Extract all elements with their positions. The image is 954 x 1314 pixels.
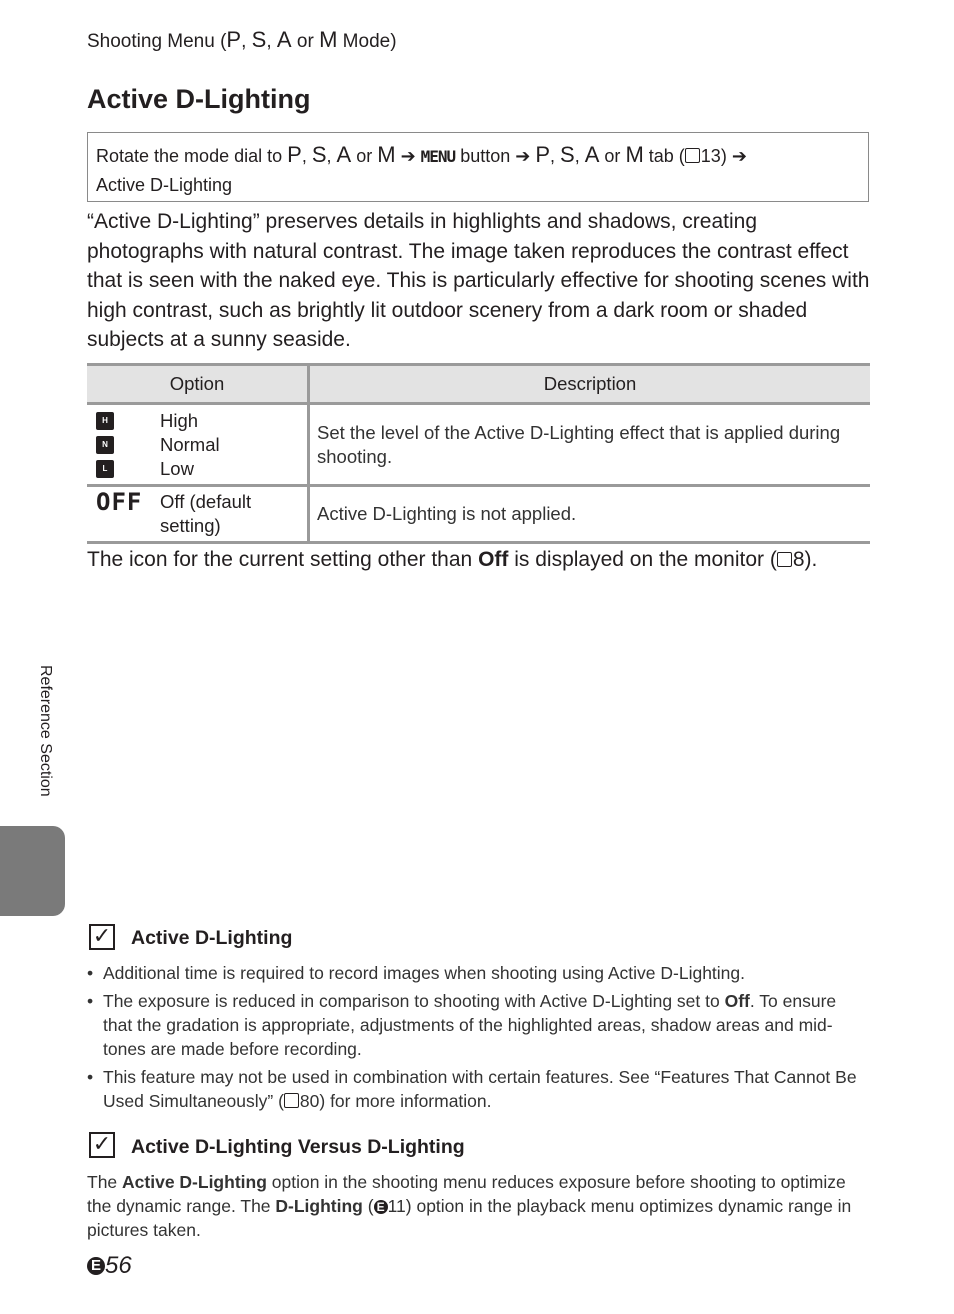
option-description: Active D-Lighting is not applied. [309, 486, 871, 543]
arrow-right-icon: ➔ [731, 146, 747, 166]
comparison-paragraph: The Active D-Lighting option in the shooting menu reduces exposure before shooting to optimize the dynamic range. The D-Lighting ( E 11) option in the playback menu optimizes dynamic range in pictures taken. [87, 1172, 852, 1240]
notes-list [87, 961, 867, 1117]
off-icon: OFF [96, 488, 143, 516]
mode-a-icon: A [276, 27, 292, 52]
option-label: High [160, 409, 199, 431]
column-header-description: Description [309, 365, 871, 404]
intro-paragraph: “Active D-Lighting” preserves details in highlights and shadows, creating photographs with natural contrast. The image taken reproduces the contrast effect that is seen with the naked eye. This is particularly effective for shooting scenes with high contrast, such as brightly lit outdoor scenery from a dark room or shaded subjects at a sunny seaside. [87, 210, 870, 351]
checkmark-icon: ✓ [89, 924, 115, 950]
option-description: Set the level of the Active D-Lighting effect that is applied during shooting. [309, 404, 871, 486]
section-tab [0, 826, 65, 916]
page-number: E 56 [87, 1252, 132, 1280]
list-item: • The exposure is reduced in comparison to shooting with Active D-Lighting set to Off. To ensure that the gradation is appropriate, adjustments of the highlighted areas, shadow areas and mid-tones are made before recording. [87, 989, 867, 1061]
navigation-path-box: Rotate the mode dial to P, S, A or M ➔ MENU button ➔ P, S, A or M tab ( 13) ➔ Active D-Lighting [87, 132, 869, 202]
option-label: Low [160, 457, 194, 479]
mode-a-icon: A [584, 142, 600, 167]
column-header-option: Option [87, 365, 309, 404]
mode-a-icon: A [336, 142, 352, 167]
adl-normal-icon: N [96, 436, 114, 454]
page-ref-icon [777, 552, 792, 567]
menu-item-name: Active D-Lighting [96, 175, 233, 195]
arrow-right-icon: ➔ [395, 146, 421, 166]
mode-p-icon: P [535, 142, 551, 167]
adl-low-icon: L [96, 460, 114, 478]
page-title: Active D-Lighting [87, 84, 311, 114]
page-ref-link[interactable]: 80 [299, 1091, 320, 1111]
mode-s-icon: S [251, 27, 267, 52]
page-ref-icon [284, 1093, 299, 1108]
mode-m-icon: M [625, 142, 644, 167]
reference-e-icon: E [374, 1200, 388, 1214]
mode-p-icon: P [226, 27, 242, 52]
mode-p-icon: P [287, 142, 302, 167]
side-section-label: Reference Section [37, 665, 54, 797]
menu-button-icon: MENU [420, 147, 456, 166]
page-ref-link[interactable]: 8 [792, 548, 805, 571]
arrow-right-icon: ➔ [515, 146, 536, 166]
options-table [87, 363, 870, 544]
table-row [87, 404, 870, 486]
reference-e-icon: E [87, 1257, 105, 1275]
section-heading: Active D-Lighting Versus D-Lighting [131, 1136, 465, 1158]
page-ref-link[interactable]: 13 [700, 146, 721, 166]
adl-high-icon: H [96, 412, 114, 430]
page-ref-link[interactable]: 11 [387, 1196, 406, 1216]
running-header: Shooting Menu (P, S, A or M Mode) [87, 27, 397, 52]
monitor-note: The icon for the current setting other than Off is displayed on the monitor ( 8). [87, 548, 818, 571]
section-heading: Active D-Lighting [131, 927, 293, 949]
page-ref-icon [685, 148, 700, 163]
option-label: Normal [160, 433, 220, 455]
mode-s-icon: S [560, 142, 575, 167]
table-row [87, 486, 870, 543]
option-label: Off (default setting) [160, 491, 252, 536]
mode-m-icon: M [377, 142, 396, 167]
list-item: • Additional time is required to record images when shooting using Active D-Lighting. [87, 961, 867, 985]
mode-s-icon: S [311, 142, 327, 167]
checkmark-icon: ✓ [89, 1132, 115, 1158]
mode-m-icon: M [319, 27, 338, 52]
list-item: • This feature may not be used in combination with certain features. See “Features That Cannot Be Used Simultaneously” ( 80) for more information. [87, 1065, 867, 1113]
